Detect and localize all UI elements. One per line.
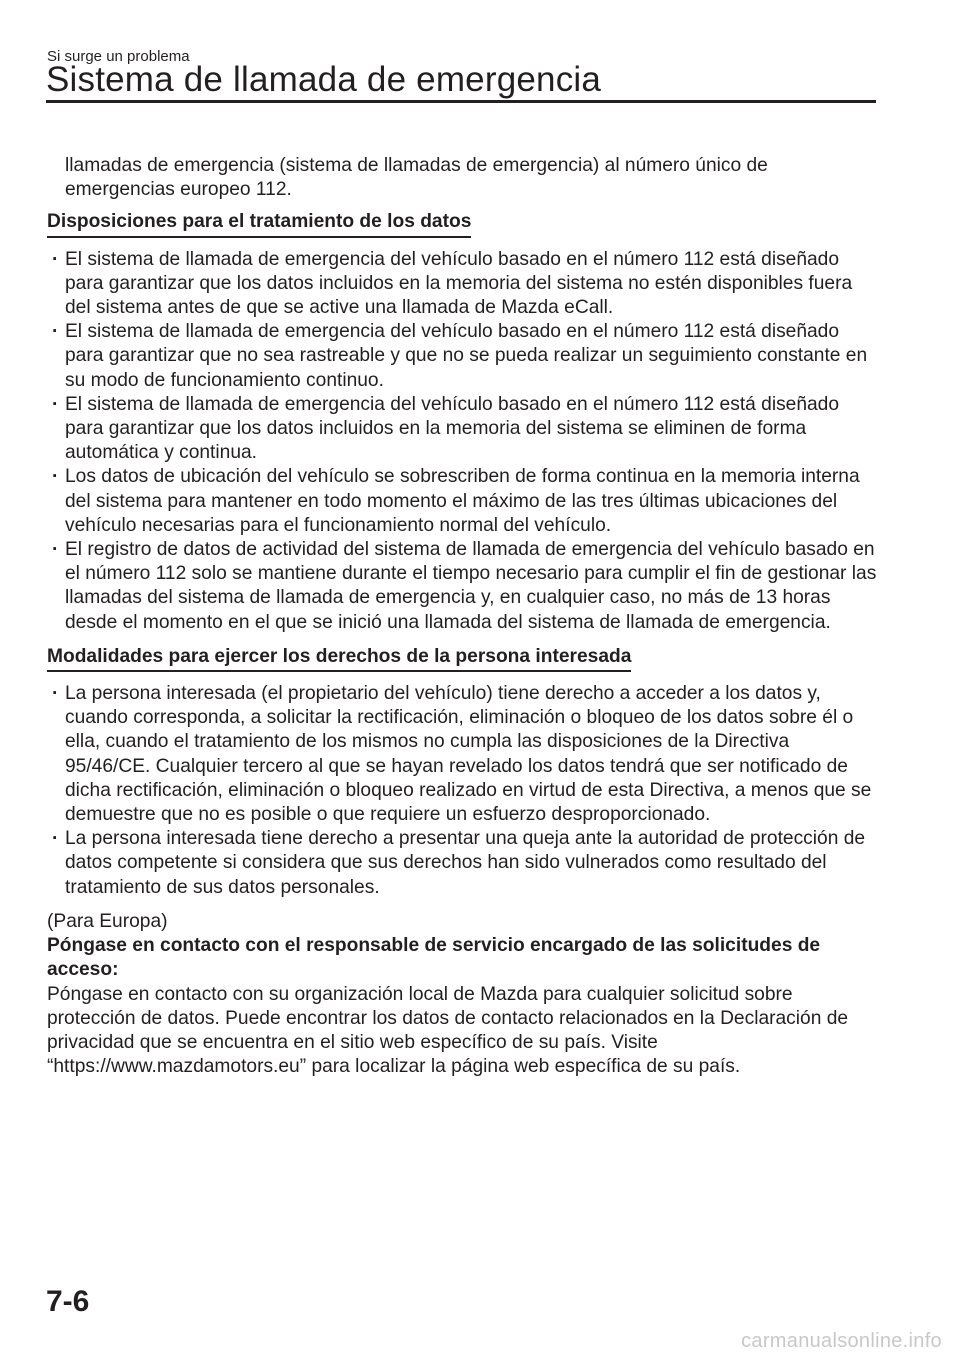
- rights-heading: Modalidades para ejercer los derechos de la persona interesada: [47, 645, 631, 672]
- bullet-icon: ·: [52, 539, 59, 561]
- list-item: [47, 248, 877, 321]
- bullet-icon: ·: [52, 466, 59, 488]
- list-item: [47, 538, 877, 635]
- list-item: [47, 827, 877, 900]
- list-item-text: La persona interesada tiene derecho a presentar una queja ante la autoridad de protección de datos competente si considera que sus derechos han sido vulnerados como resultado del tratamiento de sus datos personales.: [65, 828, 866, 898]
- bullet-icon: ·: [52, 248, 59, 270]
- list-item-text: El sistema de llamada de emergencia del vehículo basado en el número 112 está diseñado para garantizar que los datos incluidos en la memoria del sistema se eliminen de forma automática y continua.: [65, 393, 840, 464]
- data-processing-heading: Disposiciones para el tratamiento de los datos: [47, 210, 471, 237]
- europe-note: (Para Europa): [47, 910, 168, 932]
- intro-paragraph: llamadas de emergencia (sistema de llamadas de emergencia) al número único de emergencias europeo 112.: [65, 155, 768, 201]
- list-item-text: Los datos de ubicación del vehículo se sobrescriben de forma continua en la memoria interna del sistema para mantener en todo momento el máximo de las tres últimas ubicaciones del vehículo necesarias para el funcionamiento normal del vehículo.: [65, 466, 860, 536]
- bullet-icon: ·: [52, 321, 59, 343]
- section-label: Si surge un problema: [47, 48, 190, 65]
- list-item: [47, 682, 877, 827]
- list-item: [47, 320, 877, 393]
- bullet-icon: ·: [52, 683, 59, 705]
- rights-list: [47, 682, 877, 900]
- list-item-text: El registro de datos de actividad del sistema de llamada de emergencia del vehículo basado en el número 112 solo se mantiene durante el tiempo necesario para cumplir el fin de gestionar las llamadas del sistema de llamada de emergencia y, en cualquier caso, no más de 13 horas desde el momento en el que se inició una llamada del sistema de llamada de emergencia.: [65, 539, 877, 633]
- list-item-text: El sistema de llamada de emergencia del vehículo basado en el número 112 está diseñado para garantizar que no sea rastreable y que no se pueda realizar un seguimiento constante en su modo de funcionamiento continuo.: [65, 321, 868, 391]
- page-number: 7-6: [46, 1285, 90, 1318]
- chapter-title: Sistema de llamada de emergencia: [46, 60, 602, 99]
- list-item: [47, 465, 877, 538]
- title-rule: [46, 100, 876, 103]
- bullet-icon: ·: [52, 393, 59, 415]
- list-item-text: El sistema de llamada de emergencia del vehículo basado en el número 112 está diseñado para garantizar que los datos incluidos en la memoria del sistema no estén disponibles fuera del sistema antes de que se active una llamada de Mazda eCall.: [65, 248, 853, 319]
- data-processing-list: [47, 248, 877, 635]
- bullet-icon: ·: [52, 828, 59, 850]
- contact-heading: Póngase en contacto con el responsable de servicio encargado de las solicitudes de acceso:: [47, 935, 821, 981]
- watermark: carmanualsonline.info: [741, 1330, 942, 1352]
- contact-text: Póngase en contacto con su organización local de Mazda para cualquier solicitud sobre protección de datos. Puede encontrar los datos de contacto relacionados en la Declaración de privacidad que se encuentra en el sitio web específico de su país. Visite “https://www.mazdamotors.eu” para localizar la página web específica de su país.: [47, 983, 849, 1078]
- list-item: [47, 393, 877, 466]
- list-item-text: La persona interesada (el propietario del vehículo) tiene derecho a acceder a los datos y, cuando corresponda, a solicitar la rectificación, eliminación o bloqueo de los datos sobre él o ella, cuando el tratamiento de los mismos no cumpla las disposiciones de la Directiva 95/46/CE. Cualquier tercero al que se hayan revelado los datos tendrá que ser notificado de dicha rectificación, eliminación o bloqueo realizado en virtud de esta Directiva, a menos que se demuestre que no es posible o que requiere un esfuerzo desproporcionado.: [65, 683, 872, 826]
- page-content: [47, 154, 877, 1079]
